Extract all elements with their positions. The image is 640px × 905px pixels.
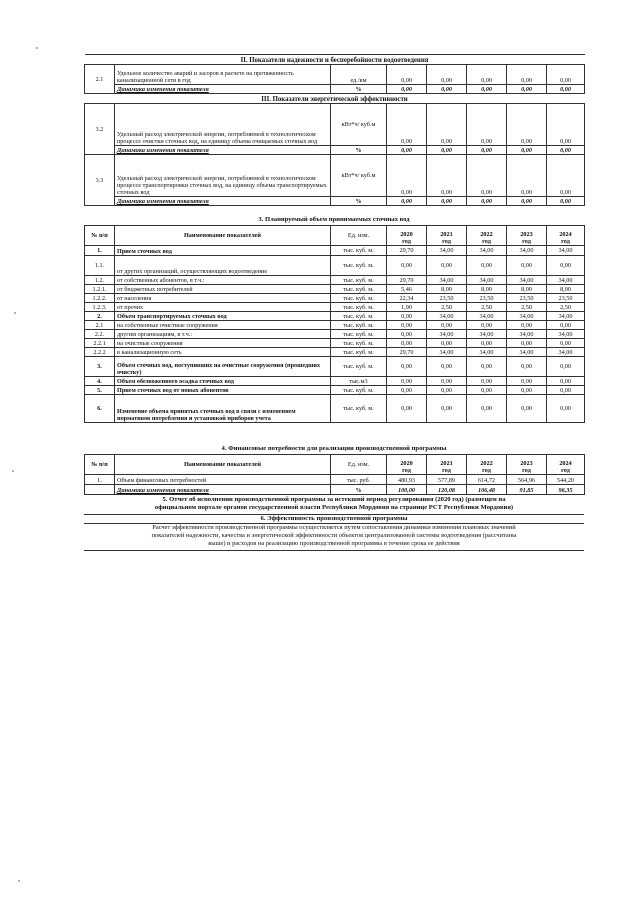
- header-year-2020: [387, 455, 427, 475]
- dynamics-value: 96,35: [547, 485, 585, 495]
- value-2023: 0,00: [507, 395, 547, 423]
- dynamics-value: 120,08: [427, 485, 467, 495]
- value-2024: 2,50: [547, 303, 585, 312]
- value-2022: 34,00: [467, 276, 507, 285]
- dynamics-unit: %: [331, 485, 387, 495]
- value-2021: 0,00: [427, 256, 467, 276]
- table-row: [85, 377, 585, 386]
- table-row: [85, 386, 585, 395]
- value-2023: 34,00: [507, 330, 547, 339]
- value-2024: 0,00: [547, 104, 585, 146]
- header-year-word: год: [402, 467, 411, 474]
- value-2021: 34,00: [427, 348, 467, 357]
- value-2021: 0,00: [427, 65, 467, 85]
- header-year-word: год: [482, 238, 491, 245]
- dynamics-unit: %: [331, 85, 387, 94]
- indicator-name: Удельное количество аварий и засоров в расчете на протяженность канализационной сети в год: [115, 65, 331, 85]
- value-2023: 34,00: [507, 276, 547, 285]
- dynamics-value: 0,00: [507, 197, 547, 206]
- table-row: [85, 395, 585, 423]
- reliability-table: [84, 54, 585, 206]
- value-2022: 614,72: [467, 475, 507, 485]
- row-number: 1.: [85, 246, 115, 256]
- value-2020: 0,00: [387, 321, 427, 330]
- dynamics-value: 106,48: [467, 485, 507, 495]
- value-2020: 29,70: [387, 348, 427, 357]
- volume-rows: [85, 246, 585, 423]
- efficiency-line: Расчет эффективности производственной программы осуществляется путем сопоставления динамики изменения плановых значений: [152, 524, 516, 531]
- indicator-name: Изменение объема принятых сточных вод в связи с изменением нормативов потребления и установкой приборов учета: [115, 395, 331, 423]
- value-2020: 0,00: [387, 104, 427, 146]
- efficiency-line: показателей надежности, качества и энергетической эффективности объектов централизованной системы водоотведения (рассчитаны: [151, 532, 517, 539]
- table-row: [85, 285, 585, 294]
- value-2021: 8,00: [427, 285, 467, 294]
- value-2021: 0,00: [427, 321, 467, 330]
- value-2024: 0,00: [547, 256, 585, 276]
- value-2021: 34,00: [427, 246, 467, 256]
- value-2022: 34,00: [467, 246, 507, 256]
- empty-cell: [85, 485, 115, 495]
- header-year-2024: [547, 455, 585, 475]
- dynamics-value: 0,00: [387, 146, 427, 155]
- dynamics-value: 100,00: [387, 485, 427, 495]
- header-year: 2023: [520, 231, 533, 238]
- row-number: 2.2.2: [85, 348, 115, 357]
- value-2020: 0,00: [387, 256, 427, 276]
- unit-cell: тыс. куб. м.: [331, 321, 387, 330]
- row-number: 1.: [85, 475, 115, 485]
- value-2020: 0,00: [387, 312, 427, 321]
- dynamics-value: 0,00: [547, 85, 585, 94]
- row-number: 1.1.: [85, 256, 115, 276]
- value-2020: 0,00: [387, 395, 427, 423]
- scan-speck: [36, 47, 38, 49]
- value-2024: 34,00: [547, 312, 585, 321]
- header-year: 2020: [400, 231, 413, 238]
- efficiency-title: 6. Эффективность производственной программы: [260, 515, 408, 522]
- dynamics-value: 0,00: [467, 85, 507, 94]
- row-number: 2.1: [85, 321, 115, 330]
- header-unit: Ед. изм.: [331, 226, 387, 246]
- indicator-name: от собственных абонентов, в т.ч.:: [115, 276, 331, 285]
- header-year-2020: [387, 226, 427, 246]
- dynamics-label: Динамика изменения показателя: [115, 146, 331, 155]
- value-2024: 0,00: [547, 377, 585, 386]
- indicator-name: Объем обезвоженного осадка сточных вод: [115, 377, 331, 386]
- indicator-name: Прием сточных вод от новых абонентов: [115, 386, 331, 395]
- header-unit: Ед. изм.: [331, 455, 387, 475]
- value-2023: 8,00: [507, 285, 547, 294]
- value-2021: 0,00: [427, 386, 467, 395]
- unit-cell: тыс. куб. м.: [331, 303, 387, 312]
- indicator-name: на собственные очистные сооружения: [115, 321, 331, 330]
- value-2022: 34,00: [467, 330, 507, 339]
- value-2022: 0,00: [467, 155, 507, 197]
- dynamics-unit: %: [331, 146, 387, 155]
- dynamics-value: 0,00: [427, 85, 467, 94]
- dynamics-value: 0,00: [387, 197, 427, 206]
- value-2023: 23,50: [507, 294, 547, 303]
- scan-speck: [18, 880, 20, 882]
- value-2020: 0,00: [387, 357, 427, 377]
- report-line: официальном портале органов государственной власти Республики Мордовия на странице РСТ Республики Мордовия): [154, 504, 514, 511]
- indicator-name: Удельный расход электрической энергии, потребляемой в технологическом процессе транспортировки сточных вод, на единицу объема транспортируемых сточных вод: [115, 155, 331, 197]
- header-year-word: год: [522, 467, 531, 474]
- value-2022: 0,00: [467, 357, 507, 377]
- table-row: [85, 276, 585, 285]
- value-2023: 34,00: [507, 348, 547, 357]
- value-2021: 0,00: [427, 339, 467, 348]
- value-2024: 0,00: [547, 339, 585, 348]
- value-2023: 0,00: [507, 104, 547, 146]
- header-year: 2024: [559, 231, 572, 238]
- scan-speck: [12, 470, 14, 472]
- indicator-name: от прочих: [115, 303, 331, 312]
- unit-cell: тыс. куб. м.: [331, 330, 387, 339]
- section2-title: II. Показатели надежности и бесперебойности водоотведения: [85, 55, 585, 65]
- value-2023: 564,96: [507, 475, 547, 485]
- unit-cell: тыс. куб. м.: [331, 256, 387, 276]
- value-2021: 0,00: [427, 104, 467, 146]
- value-2023: 0,00: [507, 357, 547, 377]
- row-number: 2.2.1: [85, 339, 115, 348]
- value-2020: 29,70: [387, 276, 427, 285]
- unit-cell: кВт*ч/ куб.м: [331, 155, 387, 197]
- unit-cell: тыс. куб. м.: [331, 339, 387, 348]
- value-2021: 0,00: [427, 357, 467, 377]
- value-2024: 0,00: [547, 386, 585, 395]
- value-2023: 0,00: [507, 65, 547, 85]
- value-2023: 0,00: [507, 377, 547, 386]
- row-number: 2.1: [85, 65, 115, 94]
- unit-cell: тыс. куб. м.: [331, 357, 387, 377]
- unit-cell: тыс. куб. м.: [331, 294, 387, 303]
- dynamics-label: Динамика изменения показателя: [115, 197, 331, 206]
- table-row: [85, 330, 585, 339]
- unit-cell: тыс. куб. м.: [331, 276, 387, 285]
- value-2020: 0,00: [387, 386, 427, 395]
- value-2024: 34,00: [547, 330, 585, 339]
- value-2022: 0,00: [467, 395, 507, 423]
- dynamics-value: 0,00: [507, 85, 547, 94]
- value-2023: 0,00: [507, 339, 547, 348]
- row-number: 4.: [85, 377, 115, 386]
- dynamics-label: Динамика изменения показателя: [115, 85, 331, 94]
- value-2022: 0,00: [467, 104, 507, 146]
- header-year: 2022: [480, 231, 493, 238]
- header-year: 2020: [400, 460, 413, 467]
- value-2021: 0,00: [427, 155, 467, 197]
- efficiency-line: выше) и расходов на реализацию производственной программы в течение срока ее действия: [208, 540, 460, 547]
- header-year-2024: [547, 226, 585, 246]
- unit-cell: кВт*ч/ куб.м: [331, 104, 387, 146]
- header-year-word: год: [402, 238, 411, 245]
- scan-speck: [14, 312, 16, 314]
- header-year: 2023: [520, 460, 533, 467]
- value-2023: 34,00: [507, 312, 547, 321]
- value-2021: 0,00: [427, 377, 467, 386]
- indicator-name: другим организациям, в т.ч.:: [115, 330, 331, 339]
- header-year: 2022: [480, 460, 493, 467]
- header-year-2021: [427, 226, 467, 246]
- header-name: Наименование показателей: [115, 226, 331, 246]
- header-year-word: год: [561, 467, 570, 474]
- report-line: 5. Отчет об исполнении производственной программы за истекший период регулирования (2020 год) (размещен на: [162, 496, 506, 503]
- value-2024: 0,00: [547, 321, 585, 330]
- indicator-name: от бюджетных потребителей: [115, 285, 331, 294]
- unit-cell: тыс.м3: [331, 377, 387, 386]
- value-2023: 34,00: [507, 246, 547, 256]
- dynamics-value: 0,00: [547, 146, 585, 155]
- indicator-name: на очистные сооружения: [115, 339, 331, 348]
- row-number: 1.2.1.: [85, 285, 115, 294]
- report-text: [84, 496, 584, 512]
- value-2024: 34,00: [547, 348, 585, 357]
- value-2023: 0,00: [507, 155, 547, 197]
- value-2022: 34,00: [467, 312, 507, 321]
- unit-cell: ед./км: [331, 65, 387, 85]
- indicator-name: от населения: [115, 294, 331, 303]
- unit-cell: тыс. куб. м.: [331, 312, 387, 321]
- value-2022: 0,00: [467, 321, 507, 330]
- indicator-name: Объем транспортируемых сточных вод: [115, 312, 331, 321]
- header-year-word: год: [442, 467, 451, 474]
- header-year: 2021: [440, 460, 453, 467]
- value-2023: 0,00: [507, 321, 547, 330]
- value-2021: 34,00: [427, 312, 467, 321]
- dynamics-value: 0,00: [467, 146, 507, 155]
- value-2020: 0,00: [387, 65, 427, 85]
- header-year-2023: [507, 226, 547, 246]
- table-row: [85, 256, 585, 276]
- header-year: 2021: [440, 231, 453, 238]
- unit-cell: тыс. куб. м.: [331, 386, 387, 395]
- finance-table: [84, 454, 585, 495]
- value-2021: 23,50: [427, 294, 467, 303]
- header-year-word: год: [522, 238, 531, 245]
- header-year-word: год: [442, 238, 451, 245]
- header-year-2022: [467, 455, 507, 475]
- unit-cell: тыс. куб. м.: [331, 395, 387, 423]
- value-2024: 0,00: [547, 155, 585, 197]
- indicator-name: Объем финансовых потребностей: [115, 475, 331, 485]
- value-2020: 480,93: [387, 475, 427, 485]
- indicator-name: Удельный расход электрической энергии, потребляемой в технологическом процессе очистки сточных вод, на единицу объема очищаемых сточных вод: [115, 104, 331, 146]
- volume-table: [84, 225, 585, 423]
- dynamics-value: 0,00: [467, 197, 507, 206]
- table-row: [85, 357, 585, 377]
- value-2024: 34,00: [547, 276, 585, 285]
- value-2024: 544,20: [547, 475, 585, 485]
- value-2021: 34,00: [427, 276, 467, 285]
- value-2022: 0,00: [467, 65, 507, 85]
- value-2022: 8,00: [467, 285, 507, 294]
- value-2024: 0,00: [547, 395, 585, 423]
- value-2020: 22,34: [387, 294, 427, 303]
- value-2020: 0,00: [387, 377, 427, 386]
- value-2022: 2,50: [467, 303, 507, 312]
- row-number: 3.2: [85, 104, 115, 155]
- unit-cell: тыс. руб.: [331, 475, 387, 485]
- value-2021: 0,00: [427, 395, 467, 423]
- header-year-2023: [507, 455, 547, 475]
- value-2023: 2,50: [507, 303, 547, 312]
- header-num: № п/п: [85, 455, 115, 475]
- dynamics-unit: %: [331, 197, 387, 206]
- row-number: 1.2.2.: [85, 294, 115, 303]
- row-number: 1.2.3.: [85, 303, 115, 312]
- value-2022: 0,00: [467, 256, 507, 276]
- dynamics-label: Динамика изменения показателя: [115, 485, 331, 495]
- header-year-2021: [427, 455, 467, 475]
- indicator-name: Прием сточных вод: [115, 246, 331, 256]
- row-number: 2.2.: [85, 330, 115, 339]
- dynamics-value: 0,00: [507, 146, 547, 155]
- value-2024: 0,00: [547, 357, 585, 377]
- dynamics-value: 0,00: [547, 197, 585, 206]
- table-row: [85, 303, 585, 312]
- value-2020: 0,00: [387, 330, 427, 339]
- value-2024: 34,00: [547, 246, 585, 256]
- header-year-2022: [467, 226, 507, 246]
- value-2023: 0,00: [507, 386, 547, 395]
- value-2023: 0,00: [507, 256, 547, 276]
- row-number: 1.2.: [85, 276, 115, 285]
- value-2024: 0,00: [547, 65, 585, 85]
- row-number: 3.: [85, 357, 115, 377]
- value-2022: 0,00: [467, 386, 507, 395]
- dynamics-value: 0,00: [427, 146, 467, 155]
- volume-table-title: 3. Планируемый объем принимаемых сточных вод: [258, 216, 410, 223]
- divider: [84, 550, 584, 551]
- table-row: [85, 321, 585, 330]
- row-number: 2.: [85, 312, 115, 321]
- dynamics-value: 0,00: [427, 197, 467, 206]
- finance-table-title: 4. Финансовые потребности для реализации производственной программы: [221, 445, 447, 452]
- value-2020: 1,90: [387, 303, 427, 312]
- section3-title: III. Показатели энергетической эффективности: [85, 94, 585, 104]
- value-2022: 0,00: [467, 339, 507, 348]
- table-row: [85, 312, 585, 321]
- indicator-name: от других организаций, осуществляющих водоотведение: [115, 256, 331, 276]
- table-row: [85, 339, 585, 348]
- header-name: Наименование показателей: [115, 455, 331, 475]
- dynamics-value: 0,00: [387, 85, 427, 94]
- header-year-word: год: [482, 467, 491, 474]
- value-2020: 0,00: [387, 339, 427, 348]
- indicator-name: Объем сточных вод, поступивших на очистные сооружения (прошедших очистку): [115, 357, 331, 377]
- dynamics-value: 91,85: [507, 485, 547, 495]
- unit-cell: тыс. куб. м.: [331, 348, 387, 357]
- indicator-name: в канализационную сеть: [115, 348, 331, 357]
- table-row: [85, 294, 585, 303]
- value-2022: 23,50: [467, 294, 507, 303]
- value-2024: 8,00: [547, 285, 585, 294]
- unit-cell: тыс. куб. м.: [331, 246, 387, 256]
- value-2022: 0,00: [467, 377, 507, 386]
- value-2020: 5,46: [387, 285, 427, 294]
- row-number: 5.: [85, 386, 115, 395]
- table-row: [85, 348, 585, 357]
- row-number: 3.3: [85, 155, 115, 206]
- header-year: 2024: [559, 460, 572, 467]
- value-2020: 29,70: [387, 246, 427, 256]
- value-2021: 577,89: [427, 475, 467, 485]
- unit-cell: тыс. куб. м.: [331, 285, 387, 294]
- value-2021: 34,00: [427, 330, 467, 339]
- value-2024: 23,50: [547, 294, 585, 303]
- value-2021: 2,50: [427, 303, 467, 312]
- value-2020: 0,00: [387, 155, 427, 197]
- header-year-word: год: [561, 238, 570, 245]
- row-number: 6.: [85, 395, 115, 423]
- value-2022: 34,00: [467, 348, 507, 357]
- table-row: [85, 246, 585, 256]
- efficiency-text: [84, 524, 584, 548]
- header-num: № п/п: [85, 226, 115, 246]
